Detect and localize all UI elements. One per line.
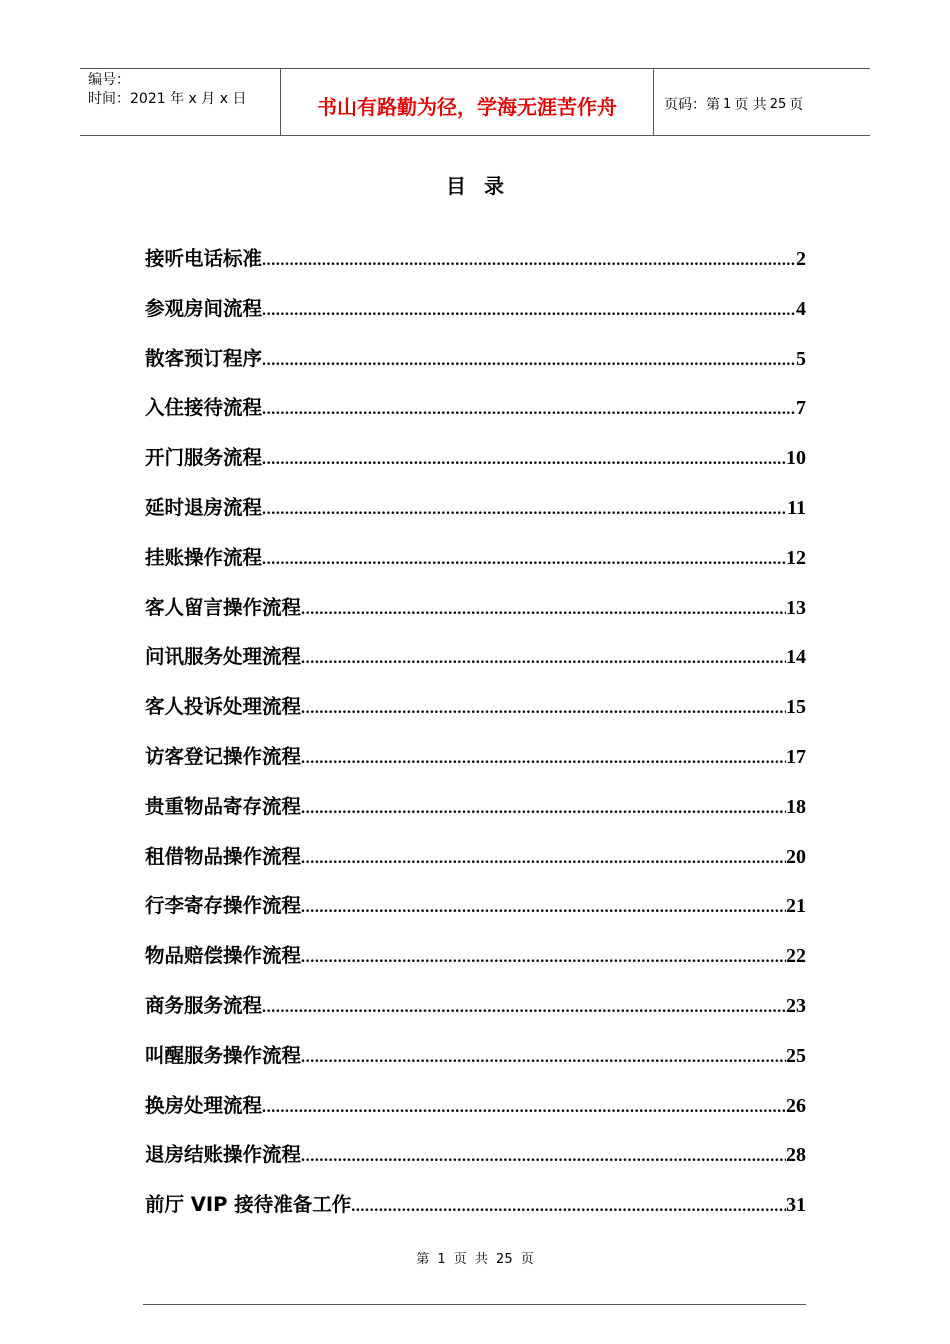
toc-entry-page: 17 [786,745,806,768]
toc-entry-page: 7 [796,397,806,420]
toc-entry[interactable] [145,1090,806,1140]
footer-divider [143,1304,806,1305]
toc-entry-label: 问讯服务处理流程 [145,645,302,669]
toc-leader-dots [301,601,786,619]
header-page-number [654,69,870,135]
toc-leader-dots [262,501,787,519]
toc-entry[interactable] [145,940,806,990]
toc-entry-label: 贵重物品寄存流程 [145,794,302,818]
header-info [80,69,281,135]
page-mid: 页 共 [734,97,767,113]
toc-entry[interactable] [145,243,806,293]
toc-entry-page: 23 [786,994,806,1017]
toc-entry-label: 客人投诉处理流程 [145,695,302,719]
page-prefix: 页码：第 [664,97,720,113]
toc-entry[interactable] [145,691,806,741]
toc-entry[interactable] [145,343,806,393]
toc-leader-dots [262,352,796,370]
page-footer: 第 1 页 共 25 页 [416,1252,534,1267]
toc-entry[interactable] [145,293,806,343]
toc-entry-page: 25 [786,1044,806,1067]
toc-entry-page: 22 [786,945,806,968]
toc-leader-dots [301,850,786,868]
toc-leader-dots [262,1099,786,1117]
toc-entry-label: 延时退房流程 [145,495,263,519]
toc-entry-page: 21 [786,895,806,918]
toc-entry-label: 开门服务流程 [145,446,263,470]
toc-entry-label: 参观房间流程 [145,296,263,320]
page-total: 25 [769,96,787,112]
toc-entry-page: 28 [786,1144,806,1167]
toc-leader-dots [262,252,796,270]
toc-leader-dots [301,1049,786,1067]
toc-entry[interactable] [145,592,806,642]
toc-leader-dots [301,650,786,668]
toc-entry-page: 10 [786,447,806,470]
toc-entry-page: 11 [787,496,806,519]
toc-entry-page: 5 [796,347,806,370]
page-header [80,68,870,136]
toc-entry-label: 接听电话标准 [145,247,263,270]
toc-leader-dots [351,1198,786,1216]
toc-entry[interactable] [145,442,806,492]
toc-entry[interactable] [145,990,806,1040]
toc-leader-dots [301,899,786,917]
toc-leader-dots [262,451,786,469]
toc-entry-label: 入住接待流程 [145,396,263,420]
toc-entry-label: 退房结账操作流程 [145,1143,302,1167]
toc-entry[interactable] [145,741,806,791]
toc-entry-label: 叫醒服务操作流程 [145,1043,302,1067]
toc-entry-label: 商务服务流程 [145,993,263,1017]
toc-entry-page: 26 [786,1094,806,1117]
toc-entry[interactable] [145,542,806,592]
toc-leader-dots [301,1148,786,1166]
toc-entry-label: 物品赔偿操作流程 [145,944,302,968]
page-current: 1 [723,96,732,112]
toc-entry-page: 31 [786,1194,806,1217]
toc-leader-dots [301,750,786,768]
toc-entry-page: 13 [786,596,806,619]
toc-entry[interactable] [145,641,806,691]
toc-entry-page: 12 [786,546,806,569]
toc-entry-label: 客人留言操作流程 [145,595,302,619]
toc-entry[interactable] [145,841,806,891]
toc-entry-label: 访客登记操作流程 [145,744,302,768]
toc-entry-label: 租借物品操作流程 [145,844,302,868]
toc-leader-dots [301,800,786,818]
toc-leader-dots [301,949,786,967]
toc-entry-label: 换房处理流程 [145,1093,263,1117]
toc-entry-label: 散客预订程序 [145,346,263,370]
toc-entry-label: 挂账操作流程 [145,545,263,569]
toc-entry[interactable] [145,1040,806,1090]
toc-entry-page: 14 [786,646,806,669]
toc-entry[interactable] [145,492,806,542]
toc-leader-dots [262,401,796,419]
toc-entry-page: 2 [796,248,806,270]
toc-entry[interactable] [145,1139,806,1189]
time-label: 时间：2021 年 x 月 x 日 [88,91,247,107]
toc-leader-dots [301,700,786,718]
toc-leader-dots [262,551,786,569]
toc-entry-page: 4 [796,297,806,320]
toc-leader-dots [262,302,796,320]
header-motto: 书山有路勤为径，学海无涯苦作舟 [281,69,654,135]
toc-entry-page: 18 [786,795,806,818]
toc-title: 目录 [446,174,522,198]
page-suffix: 页 [789,97,804,113]
toc-entry-label: 前厅 VIP 接待准备工作 [145,1193,352,1217]
number-label: 编号： [88,72,130,88]
toc-entry[interactable] [145,1189,806,1239]
toc-leader-dots [262,999,786,1017]
table-of-contents [145,243,806,1239]
toc-entry[interactable] [145,392,806,442]
toc-entry-page: 20 [786,845,806,868]
toc-entry[interactable] [145,791,806,841]
toc-entry[interactable] [145,890,806,940]
toc-entry-label: 行李寄存操作流程 [145,894,302,918]
toc-entry-page: 15 [786,696,806,719]
